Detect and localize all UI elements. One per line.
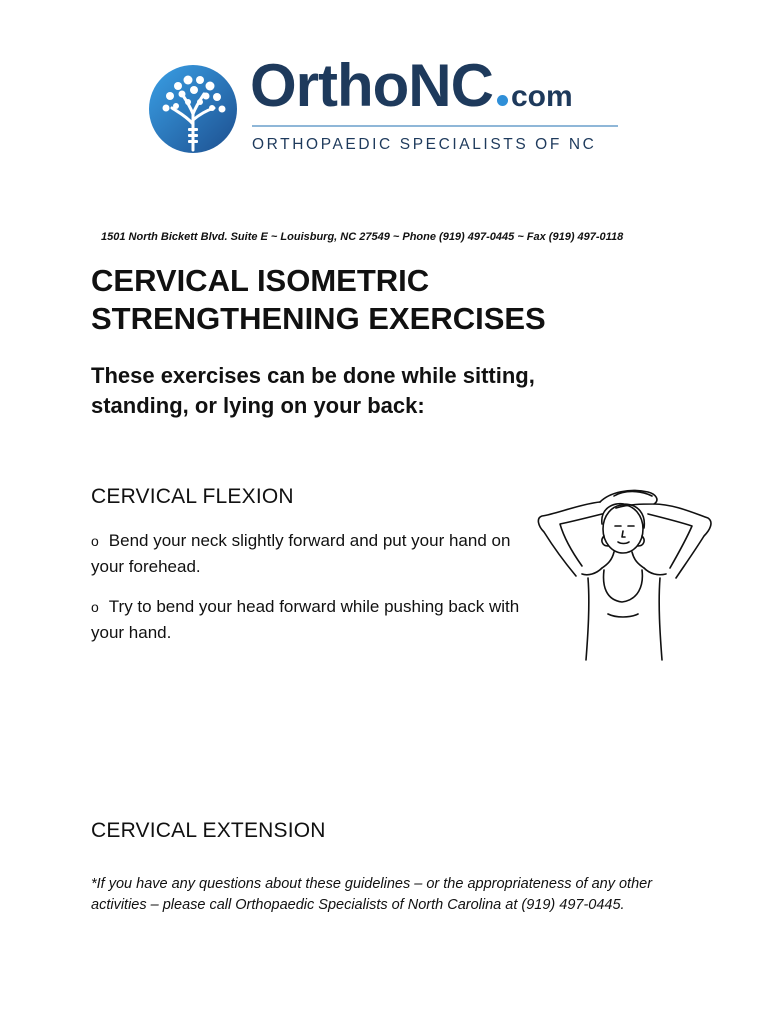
orthonc-logo (148, 52, 628, 162)
bullet-text: Bend your neck slightly forward and put your hand on your forehead. (91, 531, 511, 576)
title-line-2: STRENGTHENING EXERCISES (91, 301, 546, 336)
logo-tagline: ORTHOPAEDIC SPECIALISTS OF NC (252, 136, 597, 153)
logo-dot (497, 95, 508, 106)
bullet-item (91, 594, 521, 645)
address-line: 1501 North Bickett Blvd. Suite E ~ Louisburg, NC 27549 ~ Phone (919) 497-0445 ~ Fax (919) 497-0118 (101, 231, 624, 243)
bullet-item (91, 528, 521, 579)
tree-emblem-icon (148, 64, 238, 154)
intro-text: These exercises can be done while sitting, standing, or lying on your back: (91, 363, 535, 418)
bullet-text: Try to bend your head forward while pushing back with your hand. (91, 597, 520, 642)
bullet-mark: o (91, 533, 99, 549)
contact-note: *If you have any questions about these guidelines – or the appropriateness of any other activities – please call Orthopaedic Specialists of North Carolina at (919) 497-0445. (91, 876, 653, 913)
bullet-mark: o (91, 599, 99, 615)
page-title (91, 262, 651, 338)
title-line-1: CERVICAL ISOMETRIC (91, 263, 430, 298)
logo-tld: com (510, 80, 573, 113)
logo-divider (252, 125, 618, 127)
person-hands-on-head-icon (530, 474, 720, 664)
section-heading-flexion: CERVICAL FLEXION (91, 485, 294, 508)
logo-brand: OrthoNC (250, 52, 493, 119)
section-heading-extension: CERVICAL EXTENSION (91, 819, 326, 842)
logo-wordmark (250, 52, 573, 119)
